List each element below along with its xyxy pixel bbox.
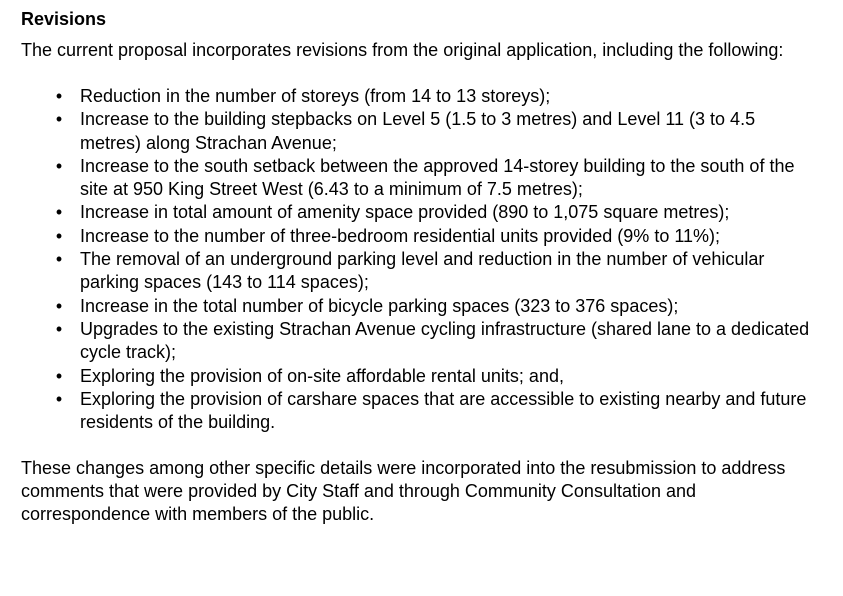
list-item [21, 201, 820, 224]
list-item-text: Increase to the south setback between the approved 14-storey building to the south of the site at 950 King Street West (6.43 to a minimum of 7.5 metres); [80, 155, 795, 200]
bullet-icon: • [55, 318, 63, 339]
list-item-text: The removal of an underground parking level and reduction in the number of vehicular parking spaces (143 to 114 spaces); [80, 249, 765, 293]
list-item [21, 155, 820, 202]
list-item [21, 85, 820, 108]
closing-paragraph: These changes among other specific details were incorporated into the resubmission to address comments that were provided by City Staff and through Community Consultation and correspondence with members of the public. [21, 458, 786, 525]
bullet-icon: • [55, 388, 63, 409]
intro-paragraph: The current proposal incorporates revisions from the original application, including the following: [21, 40, 784, 60]
bullet-icon: • [55, 249, 63, 270]
bullet-icon: • [55, 225, 63, 246]
list-item-text: Exploring the provision of on-site affordable rental units; and, [80, 365, 564, 386]
list-item [21, 248, 820, 295]
bullet-icon: • [55, 155, 63, 176]
list-item-text: Reduction in the number of storeys (from 14 to 13 storeys); [80, 86, 551, 106]
list-item [21, 295, 820, 318]
list-item [21, 365, 820, 388]
bullet-icon: • [55, 109, 63, 130]
list-item [21, 388, 820, 435]
revisions-list [21, 85, 823, 434]
bullet-icon: • [55, 295, 63, 316]
list-item [21, 225, 820, 248]
bullet-icon: • [55, 86, 63, 106]
bullet-icon: • [55, 202, 63, 223]
list-item [21, 108, 820, 155]
list-item-text: Exploring the provision of carshare spaces that are accessible to existing nearby and future residents of the building. [80, 388, 807, 433]
section-heading: Revisions [21, 9, 107, 29]
list-item-text: Increase to the building stepbacks on Level 5 (1.5 to 3 metres) and Level 11 (3 to 4.5 metres) along Strachan Avenue; [80, 109, 756, 153]
list-item [21, 318, 820, 365]
list-item-text: Increase in the total number of bicycle parking spaces (323 to 376 spaces); [80, 295, 679, 316]
list-item-text: Increase to the number of three-bedroom residential units provided (9% to 11%); [80, 225, 721, 246]
list-item-text: Upgrades to the existing Strachan Avenue cycling infrastructure (shared lane to a dedicated cycle track); [80, 318, 810, 363]
bullet-icon: • [55, 365, 63, 386]
list-item-text: Increase in total amount of amenity space provided (890 to 1,075 square metres); [80, 202, 730, 223]
